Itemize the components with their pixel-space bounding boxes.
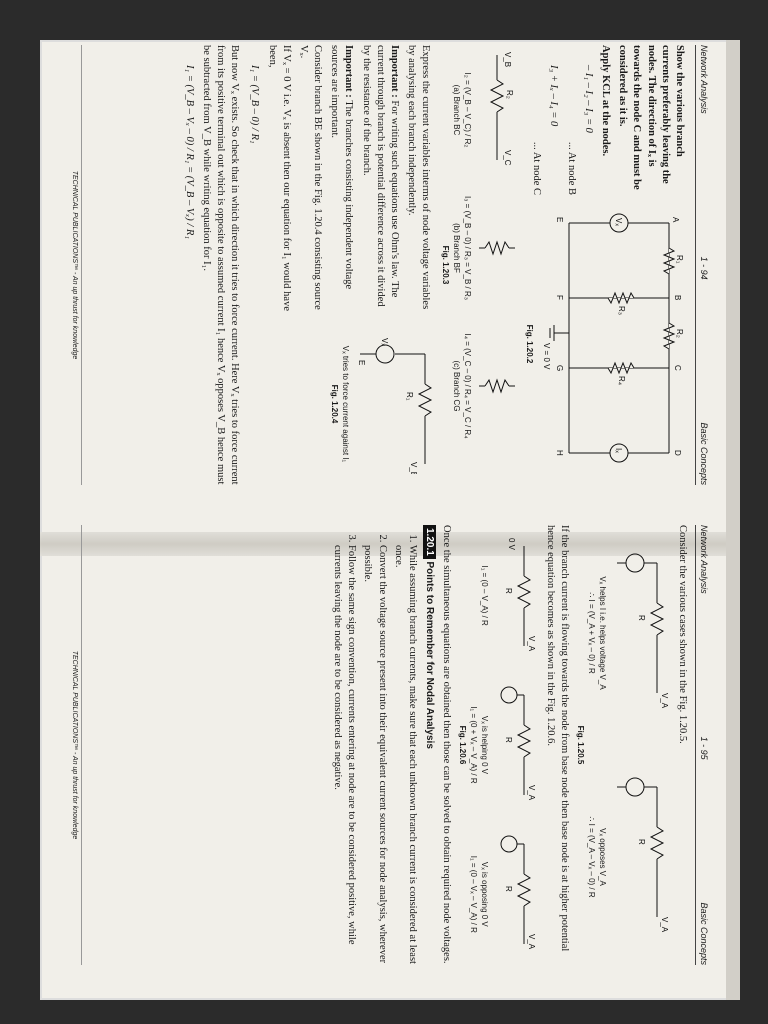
svg-text:R₄: R₄ bbox=[616, 376, 626, 386]
header-right: Basic Concepts bbox=[699, 422, 709, 485]
svg-text:E: E bbox=[554, 217, 564, 223]
fig-1-20-5b-diagram bbox=[612, 767, 672, 947]
case-a-equation: ∴ I = (V_A + Vₓ – 0) / R bbox=[586, 592, 596, 674]
branch-cg-diagram bbox=[477, 356, 517, 416]
svg-text:F: F bbox=[554, 295, 564, 300]
ground-label: V = 0 V bbox=[541, 343, 551, 370]
important-2-text: The branches consisting independent voltage sources are important. bbox=[329, 45, 355, 290]
page-edge bbox=[726, 40, 740, 1000]
fig-6b-equation: I₁ = (0 + Vₓ – V_A) / R bbox=[468, 706, 478, 784]
page-1-94 bbox=[70, 45, 710, 485]
express-text: Express the current variables interms of node voltage variables by analysing each branch independently. bbox=[406, 45, 432, 310]
svg-text:V_A: V_A bbox=[526, 934, 536, 950]
fig-1-20-3-caption: Fig. 1.20.3 bbox=[441, 245, 451, 285]
fig-1-20-6b-diagram bbox=[494, 685, 539, 805]
svg-text:V_A: V_A bbox=[526, 784, 536, 801]
svg-text:R₁: R₁ bbox=[405, 392, 415, 401]
important-2-head: Important : bbox=[343, 45, 355, 98]
svg-text:V_B: V_B bbox=[409, 462, 419, 474]
svg-text:C: C bbox=[672, 365, 682, 371]
svg-text:V_C: V_C bbox=[502, 150, 512, 166]
svg-text:Vₓ: Vₓ bbox=[613, 218, 623, 226]
header-left: Network Analysis bbox=[699, 525, 709, 594]
vx-note: Vₓ tries to force current against I₁ bbox=[341, 345, 351, 463]
node-b-label: ... At node B bbox=[565, 141, 577, 195]
points-list bbox=[330, 537, 419, 965]
once-text: Once the simultaneous equations are obtained then those can be solved to obtain required node voltages. bbox=[441, 525, 453, 964]
eq-bf: I₃ = (V_B – 0) / R₃ = V_B / R₃ bbox=[462, 195, 472, 301]
svg-text:D: D bbox=[672, 450, 682, 456]
fig-1-20-6a-diagram bbox=[494, 536, 539, 656]
svg-text:R: R bbox=[503, 886, 513, 893]
page-1-95 bbox=[70, 525, 710, 965]
svg-text:R₂: R₂ bbox=[674, 329, 684, 338]
branch-be-diagram bbox=[355, 334, 435, 474]
svg-text:R₂: R₂ bbox=[504, 90, 514, 99]
eq-bc: I₂ = (V_B – V_C) / R₂ bbox=[462, 72, 472, 148]
branch-bc-diagram bbox=[477, 50, 517, 170]
svg-text:R: R bbox=[636, 839, 646, 845]
svg-text:R₁: R₁ bbox=[674, 255, 684, 264]
svg-text:H: H bbox=[554, 450, 564, 456]
fig-6c-note: Vₓ is opposing 0 V bbox=[479, 861, 489, 927]
node-c-label: ... At node C bbox=[531, 141, 543, 195]
svg-text:R: R bbox=[636, 615, 646, 621]
svg-text:R: R bbox=[503, 587, 513, 594]
svg-text:Vₓ: Vₓ bbox=[380, 338, 390, 346]
list-item: 2. Convert the voltage source present into their equivalent current sources for node analysis, wherever possible. bbox=[360, 545, 388, 965]
section-number: 1.20.1 bbox=[423, 525, 437, 559]
list-item: 3. Follow the same sign convention, currents entering at node are to be considered positive, while currents leaving the node are to be considered as negative. bbox=[330, 545, 358, 965]
svg-text:Iₓ: Iₓ bbox=[613, 448, 623, 453]
page-header bbox=[695, 45, 710, 485]
fig-1-20-2-caption: Fig. 1.20.2 bbox=[524, 324, 534, 364]
svg-text:R₃: R₃ bbox=[616, 306, 626, 316]
header-left: Network Analysis bbox=[699, 45, 709, 114]
case-b-note: Vₓ opposes V_A bbox=[597, 828, 607, 886]
svg-text:V_A: V_A bbox=[659, 693, 669, 709]
branch-bc-label: (a) Branch BC bbox=[451, 84, 461, 136]
consider-text: Consider branch BE shown in the Fig. 1.20.4 consisting source Vₓ. bbox=[297, 45, 324, 310]
fig-1-20-5a-diagram bbox=[612, 543, 672, 723]
consider-text: Consider the various cases shown in the Fig. 1.20.5. bbox=[676, 525, 688, 744]
page-number: 1 - 95 bbox=[699, 736, 709, 760]
svg-text:V_A: V_A bbox=[526, 635, 536, 651]
fig-1-20-4-caption: Fig. 1.20.4 bbox=[330, 384, 340, 424]
fig-1-20-6-caption: Fig. 1.20.6 bbox=[458, 725, 468, 765]
svg-text:B: B bbox=[672, 295, 682, 301]
svg-text:G: G bbox=[554, 365, 564, 372]
case-b-equation: ∴ I = (V_A – Vₓ – 0) / R bbox=[586, 816, 596, 898]
page-footer: TECHNICAL PUBLICATIONS™ - An up thrust for knowledge bbox=[70, 525, 82, 965]
fig-6b-note: Vₓ is helping 0 V bbox=[479, 715, 489, 775]
section-title: Points to Remember for Nodal Analysis bbox=[424, 561, 436, 749]
equation-node-b: – I₁ – I₂ – I₃ = 0 bbox=[582, 65, 594, 133]
eq-cg: I₄ = (V_C – 0) / R₄ = V_C / R₄ bbox=[462, 333, 472, 439]
equation-node-c: I₃ + Iₓ – I₄ = 0 bbox=[548, 65, 560, 127]
fig-1-20-6c-diagram bbox=[494, 834, 539, 954]
fig-6a-equation: I₁ = (0 – V_A) / R bbox=[479, 565, 489, 626]
svg-text:A: A bbox=[670, 217, 680, 223]
case-a-note: Vₓ helps I i.e. helps voltage V_A bbox=[597, 576, 607, 690]
but-now-text: But now Vₓ exists. So check that in which direction it tries to force current. Here Vₓ tries to force current from its positive terminal out which is opposite to assumed current I₁ hence Vₓ opposes V_B hence must be subtracted from V_B while writing equation for I₁. bbox=[200, 45, 241, 485]
circuit-diagram-main bbox=[539, 203, 689, 473]
branch-bf-diagram bbox=[477, 218, 517, 278]
equation-i1-final: I₁ = (V_B – Vₓ – 0) / R₁ = (V_B – Vₓ) / R₁ bbox=[183, 65, 195, 239]
kcl-title: Apply KCL at the nodes. bbox=[600, 45, 611, 157]
page-header bbox=[695, 525, 710, 965]
svg-text:V_A: V_A bbox=[659, 917, 669, 933]
svg-text:V_B: V_B bbox=[502, 52, 512, 68]
branch-cg-label: (c) Branch CG bbox=[451, 360, 461, 412]
svg-text:0 V: 0 V bbox=[506, 537, 516, 550]
header-right: Basic Concepts bbox=[699, 902, 709, 965]
fig-6c-equation: I₁ = (0 – Vₓ – V_A) / R bbox=[468, 855, 478, 933]
if-vx-text: If Vₓ = 0 V i.e. Vₓ is absent then our equation for I₁ would have been, bbox=[266, 45, 292, 311]
svg-text:E: E bbox=[357, 360, 367, 366]
important-1-text: For writing such equations use Ohm's law. The current through branch is potential difference across it divided by the resistance of the branch. bbox=[360, 45, 400, 307]
equation-i1-first: I₁ = (V_B – 0) / R₁ bbox=[249, 65, 261, 144]
svg-text:R: R bbox=[503, 736, 513, 743]
page-number: 1 - 94 bbox=[699, 256, 709, 280]
if-branch-text: If the branch current is flowing towards the node from base node then base node is at higher potential hence equation becomes as shown in the Fig. 1.20.6. bbox=[544, 525, 571, 952]
intro-text: Show the various branch currents preferably leaving the nodes. The direction of Iₓ is towards the node C and must be considered as it is. bbox=[617, 45, 685, 190]
fig-1-20-5-caption: Fig. 1.20.5 bbox=[575, 725, 585, 765]
page-footer: TECHNICAL PUBLICATIONS™ - An up thrust for knowledge bbox=[70, 45, 82, 485]
list-item: 1. While assuming branch currents, make sure that each unknown branch current is considered at least once. bbox=[391, 545, 419, 965]
branch-bf-label: (b) Branch BF bbox=[451, 223, 461, 273]
important-1-head: Important : bbox=[388, 45, 400, 98]
